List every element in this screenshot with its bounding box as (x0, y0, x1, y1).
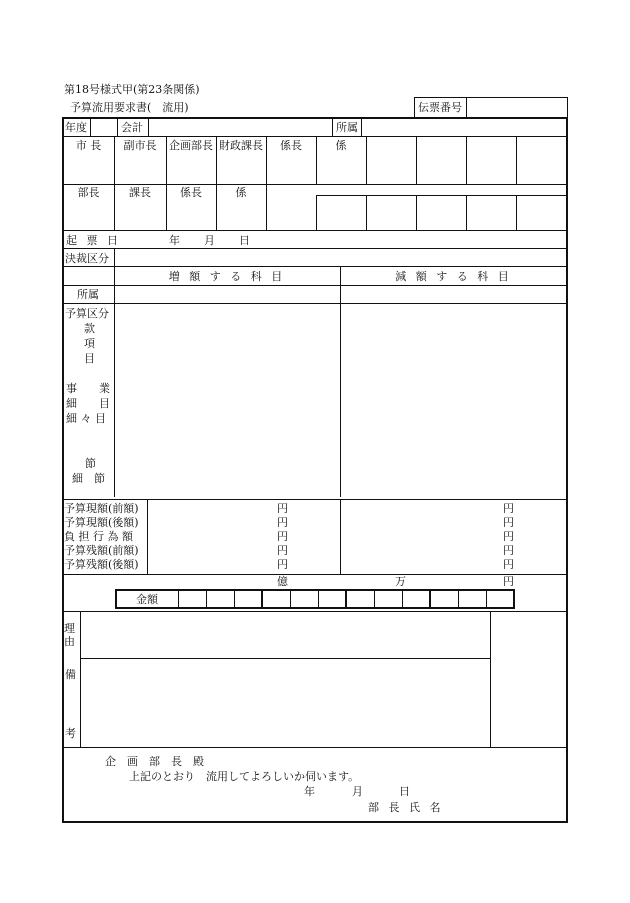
kihyo-year: 年 (169, 234, 180, 247)
label-setsu: 節 (85, 457, 96, 470)
footer-signer: 部 長 氏 名 (368, 801, 444, 814)
kingaku-label: 金額 (136, 593, 158, 606)
kingaku-box (115, 589, 515, 609)
biko-label-bottom: 考 (65, 727, 76, 740)
approver-section-head-2: 係長 (180, 186, 202, 199)
label-saisetsu: 細 節 (72, 472, 105, 485)
decrease-header: 減 額 す る 科 目 (395, 270, 512, 283)
amount-label-after: 予算現額(後額) (64, 516, 139, 529)
footer-day: 日 (399, 785, 410, 798)
unit-yen: 円 (503, 575, 514, 588)
denpyo-label: 伝票番号 (418, 101, 462, 114)
label-moku: 目 (84, 352, 95, 365)
approver-staff: 係 (335, 139, 347, 152)
footer-message: 上記のとおり 流用してよろしいか伺います。 (129, 770, 360, 783)
yen-inc-1: 円 (277, 502, 288, 515)
approver-dept-head: 部長 (77, 186, 100, 199)
riyu-label: 理由 (64, 622, 75, 648)
amount-label-zan-prev: 予算残額(前額) (64, 544, 139, 557)
label-saisaimoku: 細 々 目 (66, 412, 106, 425)
approver-division-chief: 課長 (129, 186, 151, 199)
approver-staff-2: 係 (235, 186, 247, 199)
amount-label-prev: 予算現額(前額) (64, 502, 139, 515)
shozoku-label: 所属 (336, 121, 358, 134)
yen-dec-4: 円 (503, 544, 514, 557)
yen-dec-3: 円 (503, 530, 514, 543)
approver-vice-mayor: 副市長 (123, 139, 157, 152)
kessai-label: 決裁区分 (65, 252, 109, 265)
yen-inc-3: 円 (277, 530, 288, 543)
amount-label-futan: 負 担 行 為 額 (64, 530, 133, 543)
approver-finance-chief: 財政課長 (219, 139, 263, 152)
label-yosan-kubun: 予算区分 (65, 307, 109, 320)
unit-oku: 億 (277, 575, 288, 588)
biko-label-top: 備 (65, 668, 76, 681)
form-title: 予算流用要求書( 流用) (70, 101, 189, 114)
label-saimoku: 細 目 (66, 397, 110, 410)
yen-inc-2: 円 (277, 516, 288, 529)
kihyo-label: 起 票 日 (66, 234, 121, 247)
label-kou: 項 (84, 337, 95, 350)
approver-section-head: 係長 (280, 139, 302, 152)
yen-inc-4: 円 (277, 544, 288, 557)
footer-to: 企 画 部 長 殿 (105, 755, 204, 768)
footer-month: 月 (352, 785, 363, 798)
subject-shozoku-label: 所属 (77, 288, 99, 301)
approver-planning-director: 企画部長 (169, 139, 213, 152)
form-frame (62, 117, 568, 823)
yen-inc-5: 円 (277, 558, 288, 571)
yen-dec-2: 円 (503, 516, 514, 529)
increase-header: 増 額 す る 科 目 (168, 270, 286, 283)
approver-mayor: 市 長 (75, 139, 102, 152)
footer-year: 年 (304, 785, 315, 798)
label-kan: 款 (84, 322, 95, 335)
kihyo-day: 日 (239, 234, 250, 247)
yen-dec-5: 円 (503, 558, 514, 571)
unit-man: 万 (395, 575, 406, 588)
kaikei-label: 会計 (121, 121, 143, 134)
nendo-label: 年度 (65, 121, 87, 134)
amount-label-zan-after: 予算残額(後額) (64, 558, 139, 571)
label-jigyo: 事 業 (66, 382, 110, 395)
kihyo-month: 月 (204, 234, 215, 247)
yen-dec-1: 円 (503, 502, 514, 515)
form-number: 第18号様式甲(第23条関係) (64, 83, 200, 96)
